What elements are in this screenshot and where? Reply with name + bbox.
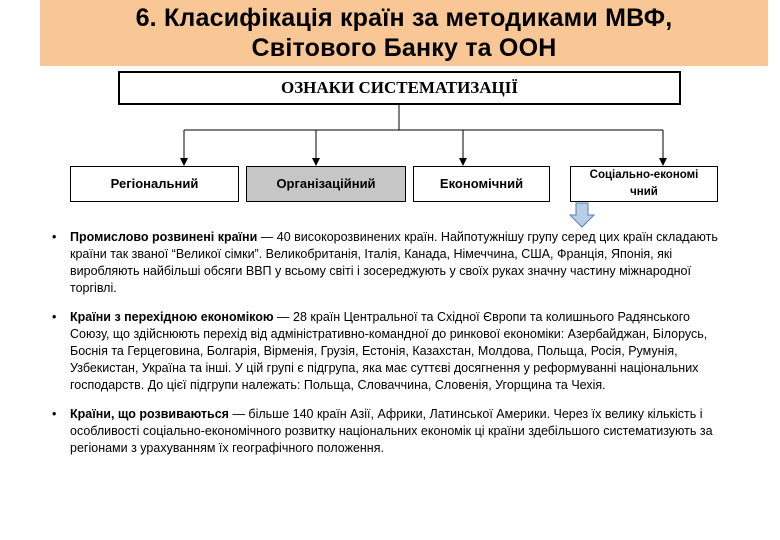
bullet-icon: • [52, 407, 57, 421]
category-economic: Економічний [413, 166, 550, 202]
item-text: — 28 країн Центральної та Східної Європи та колишнього Радянського Союзу, що здійснюють перехід від адміністративно-командної до ринкової економіки: Азербайджан, Білорусь, Боснія та Герцеговина, Болгарія, Вірменія, Грузія, Естонія, Казахстан, Молдова, Польща, Росія, Румунія, Узбекистан, Україна та інші. У цій групі є підгрупа, яка має суттєві досягнення у реформуванні національних господарств. До цієї підгрупи належать: Польща, Словаччина, Словенія, Угорщина та Чехія. [70, 310, 708, 392]
item-text: — 40 високорозвинених країн. Найпотужнішу групу серед цих країн складають країни так званої “Великої сімки”. Великобританія, Італія, Канада, Німеччина, США, Франція, Японія, які виробляють найбільші обсяги ВВП у всьому світі і зосереджують у своїх руках значну частину міжнародної торгівлі. [70, 230, 718, 295]
category-socioeconomic: Соціально-економі чний [570, 166, 718, 202]
item-term: Промислово розвинені країни [70, 230, 258, 244]
bullet-list [52, 229, 732, 469]
drop-arrow-socioeconomic [659, 130, 667, 166]
down-block-arrow-icon [570, 203, 594, 227]
list-item [52, 309, 732, 394]
list-item [52, 406, 732, 457]
category-organizational: Організаційний [246, 166, 406, 202]
drop-arrow-organizational [312, 130, 320, 166]
criteria-header-box: ОЗНАКИ СИСТЕМАТИЗАЦІЇ [118, 71, 681, 105]
bullet-icon: • [52, 230, 57, 244]
drop-arrow-economic [459, 130, 467, 166]
list-item [52, 229, 732, 297]
bullet-icon: • [52, 310, 57, 324]
slide-title-line-1: 6. Класифікація країн за методиками МВФ, [135, 4, 673, 32]
item-term: Країни з перехідною економікою [70, 310, 274, 324]
item-term: Країни, що розвиваються [70, 407, 229, 421]
item-text: — більше 140 країн Азії, Африки, Латинської Америки. Через їх велику кількість і особливості соціально-економічного розвитку національних економік ці країни здебільшого систематизують за регіонами з урахуванням їх географічного положення. [70, 407, 713, 455]
category-regional: Регіональний [70, 166, 239, 202]
drop-arrow-regional [180, 130, 188, 166]
slide-title-line-2: Світового Банку та ООН [251, 34, 557, 62]
